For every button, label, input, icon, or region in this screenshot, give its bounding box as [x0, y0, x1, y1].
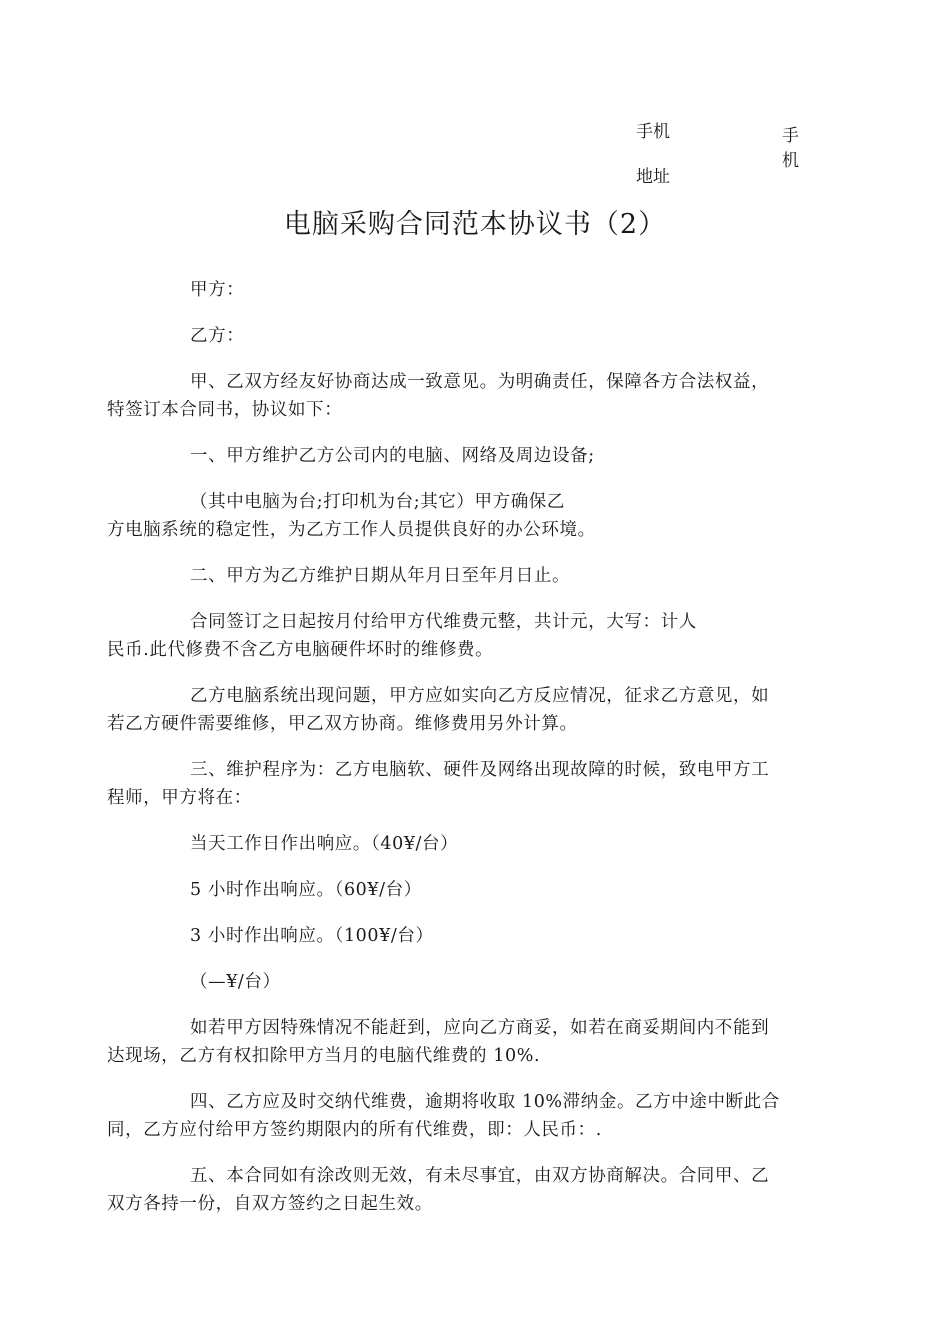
paragraph — [107, 608, 840, 664]
paragraph — [107, 368, 840, 424]
paragraph — [107, 1162, 840, 1218]
document-body — [107, 276, 840, 1236]
paragraph — [107, 922, 840, 950]
paragraph-line: 5 小时作出响应。（60¥/台） — [190, 880, 422, 900]
paragraph — [107, 562, 840, 590]
paragraph-line: 若乙方硬件需要维修，甲乙双方协商。维修费用另外计算。 — [107, 714, 578, 734]
phone-label-left: 手机 — [636, 122, 670, 142]
paragraph-line: 民币.此代修费不含乙方电脑硬件坏时的维修费。 — [107, 640, 494, 660]
paragraph-line: 程师，甲方将在： — [107, 788, 252, 808]
paragraph-line: 达现场，乙方有权扣除甲方当月的电脑代维费的 10%. — [107, 1046, 541, 1066]
paragraph — [107, 488, 840, 544]
paragraph-line: 甲、乙双方经友好协商达成一致意见。为明确责任，保障各方合法权益， — [190, 372, 770, 392]
paragraph-line: 乙方电脑系统出现问题，甲方应如实向乙方反应情况，征求乙方意见，如 — [190, 686, 770, 706]
phone-label-right: 手机 — [782, 126, 799, 171]
paragraph-line: 三、维护程序为：乙方电脑软、硬件及网络出现故障的时候，致电甲方工 — [190, 760, 770, 780]
paragraph-line: 二、甲方为乙方维护日期从年月日至年月日止。 — [190, 566, 571, 586]
paragraph — [107, 876, 840, 904]
paragraph-line: 方电脑系统的稳定性，为乙方工作人员提供良好的办公环境。 — [107, 520, 596, 540]
paragraph-line: （—¥/台） — [190, 972, 281, 992]
paragraph — [107, 968, 840, 996]
paragraph-line: 一、甲方维护乙方公司内的电脑、网络及周边设备; — [190, 446, 595, 466]
paragraph-line: 双方各持一份，自双方签约之日起生效。 — [107, 1194, 433, 1214]
paragraph-line: 3 小时作出响应。（100¥/台） — [190, 926, 434, 946]
paragraph-line: （其中电脑为台;打印机为台;其它）甲方确保乙 — [190, 492, 565, 512]
paragraph-line: 五、本合同如有涂改则无效，有未尽事宜，由双方协商解决。合同甲、乙 — [190, 1166, 770, 1186]
paragraph-line: 乙方： — [190, 326, 245, 346]
paragraph — [107, 322, 840, 350]
paragraph — [107, 1088, 840, 1144]
paragraph-line: 四、乙方应及时交纳代维费，逾期将收取 10%滞纳金。乙方中途中断此合 — [190, 1092, 780, 1112]
paragraph-line: 合同签订之日起按月付给甲方代维费元整，共计元，大写：计人 — [190, 612, 697, 632]
paragraph-line: 甲方： — [190, 280, 245, 300]
paragraph-line: 同，乙方应付给甲方签约期限内的所有代维费，即：人民币：. — [107, 1120, 602, 1140]
paragraph — [107, 756, 840, 812]
paragraph — [107, 1014, 840, 1070]
paragraph — [107, 830, 840, 858]
paragraph-line: 特签订本合同书，协议如下： — [107, 400, 343, 420]
document-title: 电脑采购合同范本协议书（2） — [283, 209, 667, 240]
paragraph — [107, 442, 840, 470]
paragraph — [107, 276, 840, 304]
address-label: 地址 — [636, 167, 670, 187]
paragraph-line: 如若甲方因特殊情况不能赶到，应向乙方商妥，如若在商妥期间内不能到 — [190, 1018, 770, 1038]
paragraph — [107, 682, 840, 738]
paragraph-line: 当天工作日作出响应。（40¥/台） — [190, 834, 459, 854]
